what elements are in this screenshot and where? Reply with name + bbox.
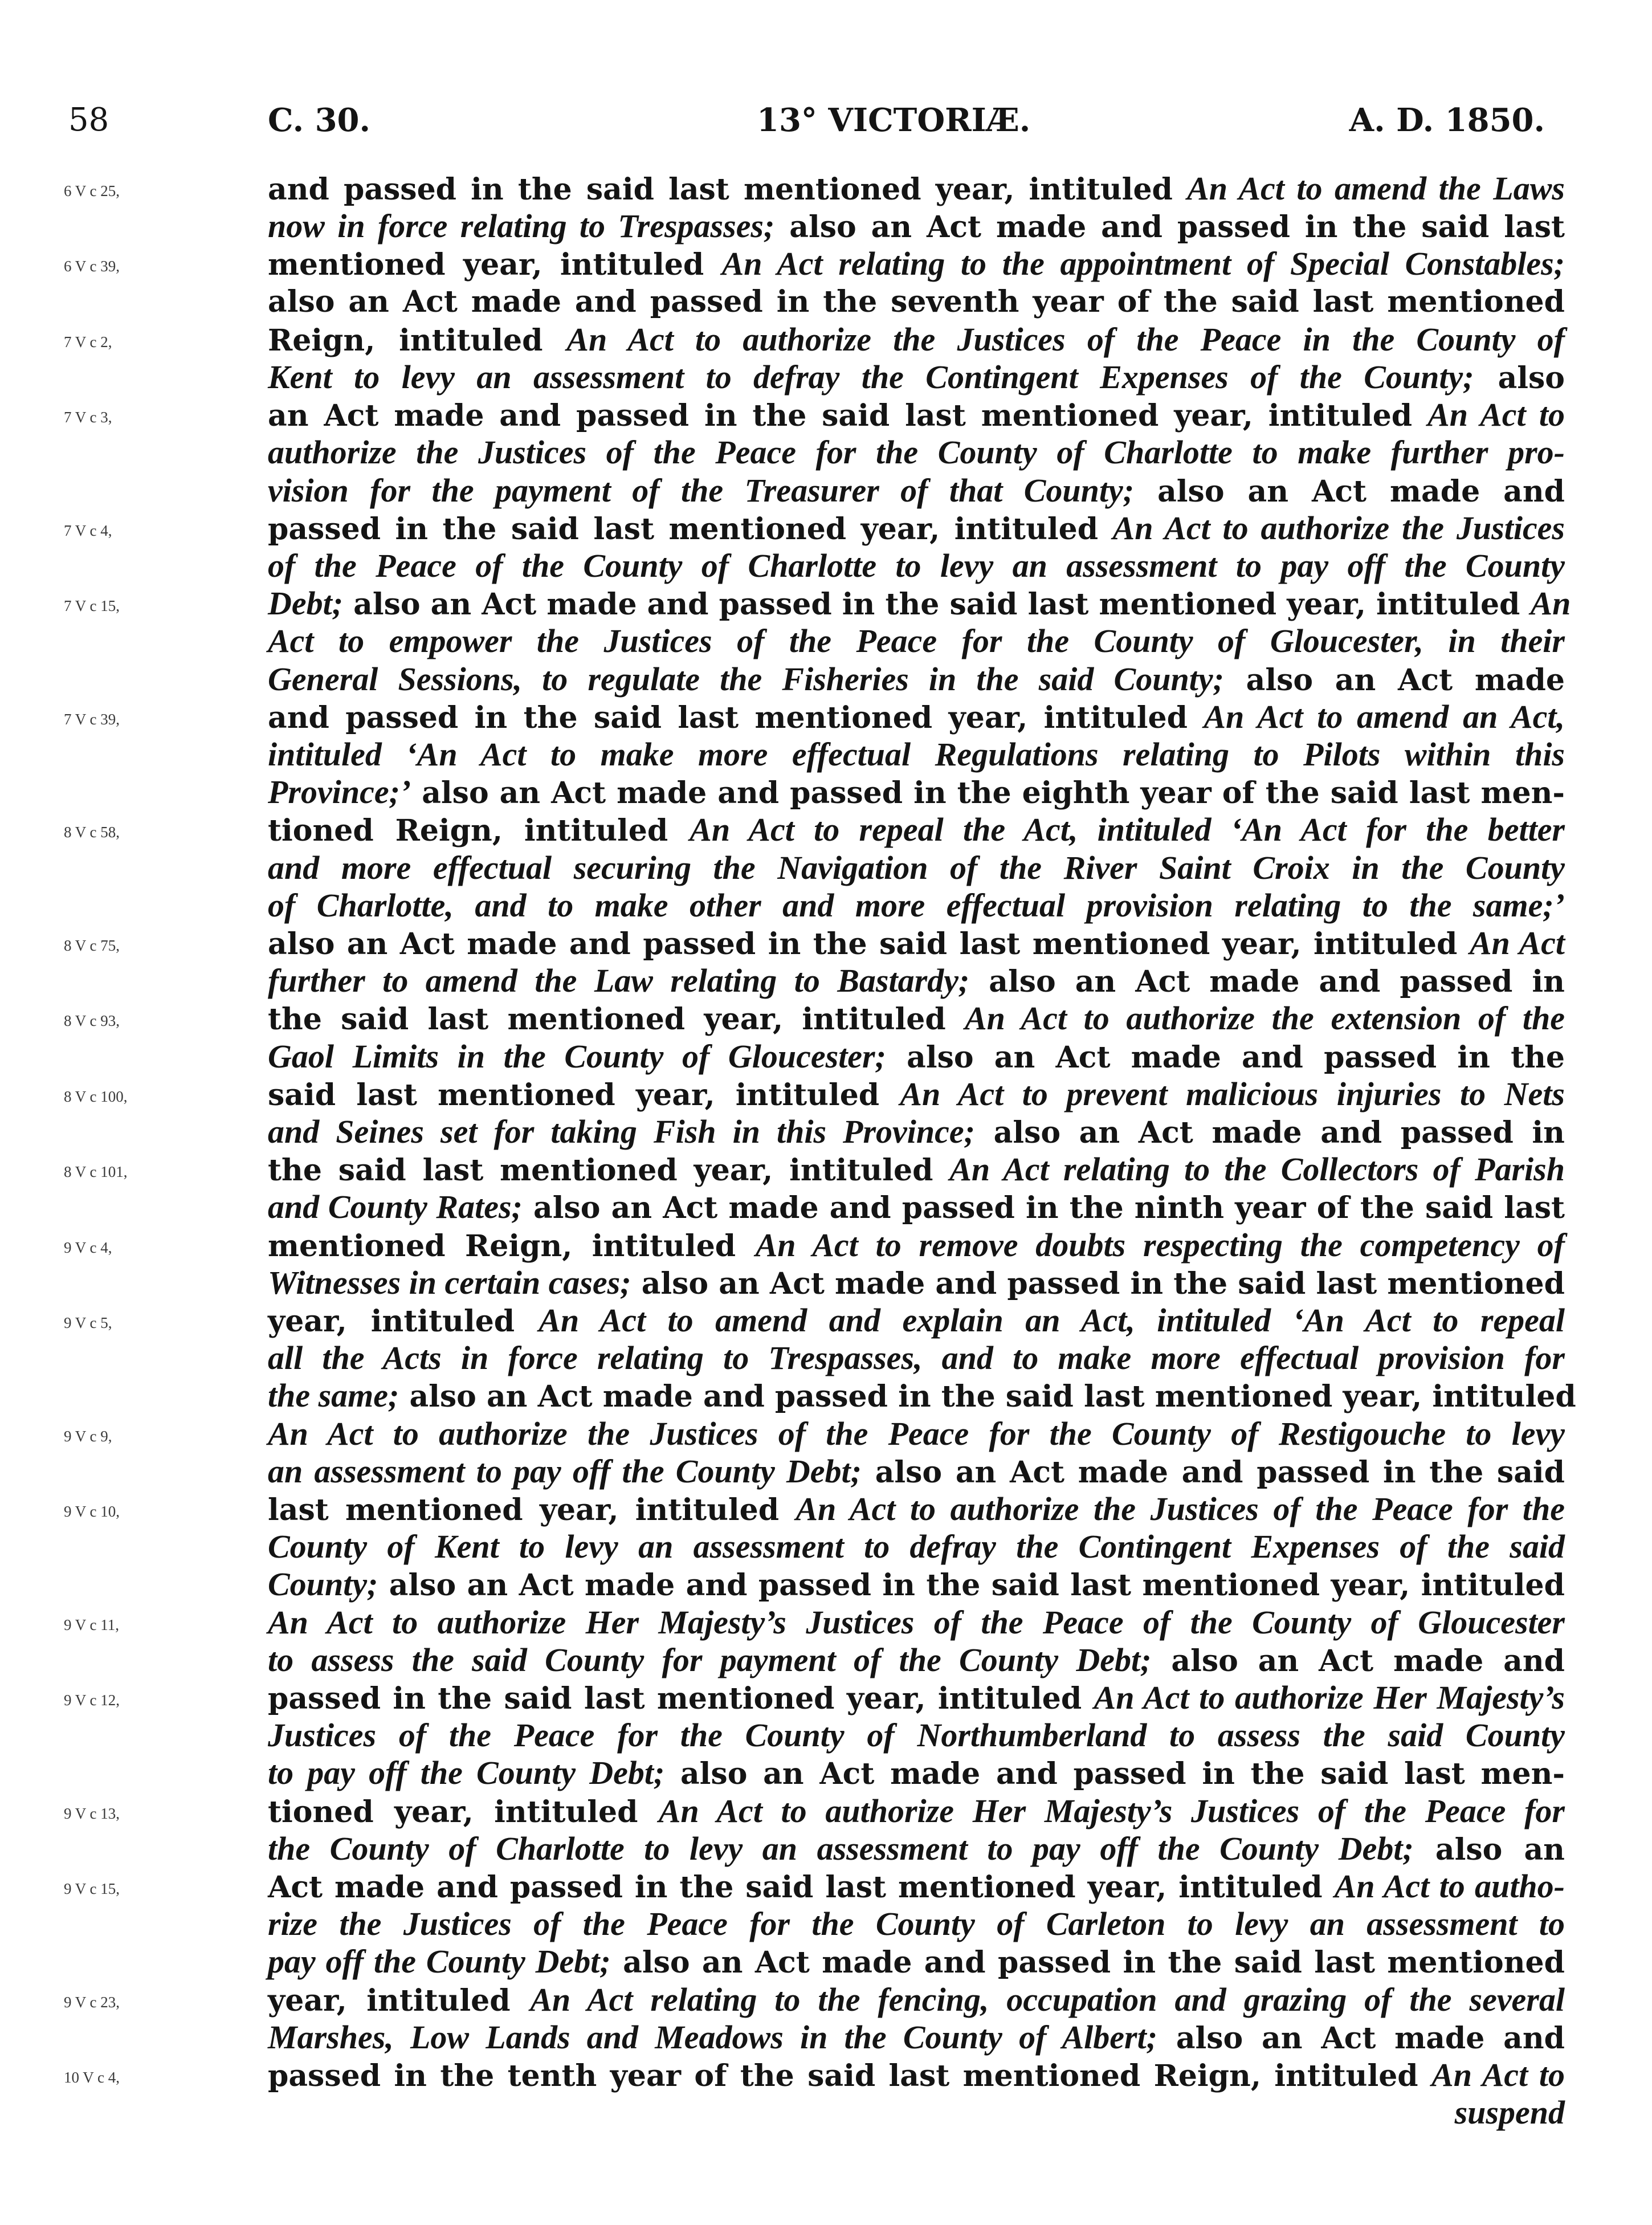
text-row — [0, 1490, 1652, 1528]
text-row — [0, 396, 1652, 434]
text-row — [0, 1604, 1652, 1641]
text-row — [0, 1528, 1652, 1566]
text-line — [268, 1981, 1565, 2020]
act-title-text: An Act to amend the Laws — [1187, 170, 1565, 207]
text-row — [0, 1226, 1652, 1264]
text-line — [268, 698, 1565, 737]
body-text: and passed in the said last mentioned year, intituled — [268, 700, 1204, 735]
act-title-text: An Act to remove doubts respecting the competency of — [755, 1226, 1565, 1264]
marginal-citation: 7 V c 3, — [64, 409, 112, 426]
text-line — [268, 396, 1565, 435]
text-row — [0, 1717, 1652, 1754]
act-title-text: County of Kent to levy an assessment to defray the Contingent Expenses of the said — [268, 1528, 1565, 1566]
act-title-text: pay off the County Debt; — [268, 1943, 611, 1981]
text-row — [0, 1000, 1652, 1037]
text-line — [268, 1679, 1565, 1718]
body-text: the said last mentioned year, intituled — [268, 1002, 965, 1037]
text-row — [0, 1339, 1652, 1377]
text-line — [268, 1641, 1565, 1680]
act-title-text: An Act to authorize the Justices of the Peace in the County of — [566, 320, 1565, 358]
text-row — [0, 736, 1652, 773]
text-line — [268, 924, 1565, 963]
marginal-citation: 9 V c 10, — [64, 1503, 120, 1520]
marginal-citation: 7 V c 39, — [64, 710, 120, 728]
text-row — [0, 585, 1652, 622]
text-line — [268, 1377, 1576, 1416]
marginal-citation: 9 V c 13, — [64, 1804, 120, 1822]
act-title-text: County; — [268, 1566, 378, 1603]
text-line — [268, 773, 1565, 812]
act-title-text: An Act to — [1431, 2056, 1565, 2093]
body-text: also an Act made and passed in — [969, 964, 1565, 1000]
text-line — [268, 811, 1565, 850]
act-title-text: An — [1530, 585, 1571, 622]
act-title-text: and County Rates; — [268, 1188, 523, 1226]
marginal-citation: 9 V c 9, — [64, 1427, 112, 1445]
text-line — [268, 547, 1565, 586]
body-text: also an Act made and — [1157, 2020, 1565, 2056]
marginal-citation: 7 V c 4, — [64, 521, 112, 539]
text-line — [268, 1528, 1565, 1567]
body-text: also — [1474, 361, 1565, 396]
marginal-citation: 8 V c 93, — [64, 1012, 120, 1030]
text-line — [268, 622, 1565, 661]
text-line — [268, 170, 1565, 209]
body-text: also an Act made and passed in the ninth year of the said last — [522, 1191, 1565, 1226]
text-row — [0, 1075, 1652, 1113]
text-row — [0, 1113, 1652, 1151]
act-title-text: intituled ‘An Act to make more effectual Regulations relating to Pilots within this — [268, 736, 1565, 773]
act-title-text: An Act to authorize Her Majesty’s — [1094, 1679, 1565, 1716]
act-title-text: to assess the said County for payment of the County Debt; — [268, 1641, 1152, 1678]
text-line — [268, 283, 1565, 321]
act-title-text: the same; — [268, 1377, 399, 1415]
text-row — [0, 245, 1652, 283]
marginal-citation: 8 V c 100, — [64, 1087, 128, 1105]
act-title-text: An Act to authorize Her Majesty’s Justices of the Peace for — [658, 1792, 1565, 1829]
text-line — [268, 207, 1565, 246]
act-title-text: An Act to authorize the extension of the — [964, 1000, 1565, 1037]
text-line — [268, 585, 1571, 624]
text-line — [268, 1415, 1565, 1454]
text-row — [0, 887, 1652, 924]
text-line — [268, 1905, 1565, 1944]
marginal-citation: 9 V c 23, — [64, 1993, 120, 2011]
act-title-text: of the Peace of the County of Charlotte to levy an assessment to pay off the County — [268, 547, 1565, 584]
marginal-citation: 6 V c 25, — [64, 182, 120, 199]
act-title-text: and Seines set for taking Fish in this Province; — [268, 1113, 975, 1150]
year-heading: A. D. 1850. — [1349, 101, 1545, 139]
body-text: year, intituled — [268, 1983, 531, 2018]
body-text: an Act made and passed in the said last mentioned year, intituled — [268, 398, 1428, 434]
text-line — [268, 2094, 1565, 2133]
text-row — [0, 170, 1652, 207]
body-text: also an Act made and passed in — [974, 1115, 1565, 1150]
text-line — [268, 1339, 1565, 1378]
text-line — [268, 1453, 1565, 1492]
act-title-text: rize the Justices of the Peace for the County of Carleton to levy an assessment to — [268, 1905, 1565, 1943]
act-title-text: An Act to prevent malicious injuries to Nets — [900, 1075, 1565, 1112]
act-title-text: Witnesses in certain cases; — [268, 1264, 631, 1301]
act-title-text: Kent to levy an assessment to defray the Contingent Expenses of the County; — [268, 358, 1474, 396]
text-row — [0, 1792, 1652, 1830]
act-title-text: suspend — [1454, 2094, 1565, 2132]
act-title-text: Gaol Limits in the County of Gloucester; — [268, 1037, 886, 1075]
text-line — [268, 1000, 1565, 1038]
act-title-text: An Act — [1469, 924, 1565, 961]
text-line — [268, 2056, 1565, 2095]
act-title-text: an assessment to pay off the County Debt; — [268, 1452, 862, 1490]
text-line — [268, 1604, 1565, 1643]
text-row — [0, 622, 1652, 660]
running-head — [0, 101, 1652, 147]
text-row — [0, 1302, 1652, 1339]
text-line — [268, 358, 1565, 397]
act-title-text: General Sessions, to regulate the Fisheries in the said County; — [268, 660, 1224, 698]
marginal-citation: 9 V c 5, — [64, 1314, 112, 1331]
text-row — [0, 321, 1652, 358]
body-text: and passed in the said last mentioned year, intituled — [268, 172, 1188, 207]
body-text: also an Act made and passed in the said last mentioned year, intituled — [378, 1568, 1565, 1603]
text-row — [0, 1905, 1652, 1943]
text-line — [268, 321, 1565, 360]
body-text: mentioned year, intituled — [268, 247, 722, 283]
marginal-citation: 7 V c 15, — [64, 597, 120, 615]
text-row — [0, 2094, 1652, 2132]
text-line — [268, 1038, 1565, 1077]
text-row — [0, 1377, 1652, 1415]
body-text: year, intituled — [268, 1304, 539, 1339]
act-title-text: Marshes, Low Lands and Meadows in the County of Albert; — [268, 2018, 1158, 2056]
text-row — [0, 773, 1652, 811]
body-text: also an Act made and passed in the eighth year of the said last men- — [411, 776, 1565, 811]
text-line — [268, 472, 1565, 511]
text-row — [0, 1151, 1652, 1188]
text-row — [0, 1754, 1652, 1792]
body-text: tioned Reign, intituled — [268, 813, 690, 849]
text-row — [0, 661, 1652, 698]
text-row — [0, 510, 1652, 547]
act-title-text: Act to empower the Justices of the Peace for the County of Gloucester, in their — [268, 622, 1565, 660]
body-text: passed in the said last mentioned year, intituled — [268, 1681, 1094, 1716]
body-text: also an Act made and — [1134, 474, 1565, 509]
text-line — [268, 736, 1565, 775]
text-line — [268, 1302, 1565, 1340]
body-text: said last mentioned year, intituled — [268, 1077, 900, 1112]
body-text: the said last mentioned year, intituled — [268, 1153, 950, 1188]
body-text: also an Act made and passed in the said last men- — [664, 1757, 1565, 1792]
act-title-text: Province;’ — [268, 773, 411, 811]
text-row — [0, 1188, 1652, 1226]
act-title-text: An Act to authorize the Justices of the Peace for the County of Restigouche to levy — [268, 1415, 1565, 1452]
marginal-citation: 7 V c 2, — [64, 333, 112, 351]
text-row — [0, 207, 1652, 245]
marginal-citation: 8 V c 75, — [64, 937, 120, 954]
act-title-text: the County of Charlotte to levy an assessment to pay off the County Debt; — [268, 1829, 1414, 1867]
text-line — [268, 1264, 1565, 1303]
act-title-text: to pay off the County Debt; — [268, 1754, 665, 1792]
text-line — [268, 1868, 1565, 1906]
text-line — [268, 1151, 1565, 1189]
body-text: also an Act made and passed in the said last mentioned — [610, 1945, 1565, 1981]
body-text: also an Act made and passed in the said last — [774, 210, 1565, 245]
text-row — [0, 472, 1652, 510]
text-row — [0, 1981, 1652, 2019]
body-text: Act made and passed in the said last mentioned year, intituled — [268, 1870, 1335, 1905]
act-title-text: and more effectual securing the Navigation of the River Saint Croix in the County — [268, 849, 1565, 886]
text-line — [268, 1188, 1565, 1227]
text-row — [0, 1264, 1652, 1302]
act-title-text: Debt; — [268, 585, 344, 622]
marginal-citation: 9 V c 11, — [64, 1616, 120, 1633]
regnal-title: 13° VICTORIÆ. — [757, 101, 1031, 139]
act-title-text: An Act to authorize the Justices of the Peace for the — [796, 1490, 1565, 1527]
body-text: passed in the said last mentioned year, intituled — [268, 511, 1113, 547]
act-title-text: An Act to — [1427, 396, 1565, 434]
text-line — [268, 1566, 1565, 1604]
act-title-text: An Act to amend and explain an Act, intituled ‘An Act to repeal — [539, 1302, 1565, 1339]
text-line — [268, 1830, 1565, 1869]
body-text: also an Act made and passed in the said last mentioned — [631, 1266, 1565, 1301]
chapter-number: C. 30. — [268, 101, 371, 139]
body-text: also an Act made and passed in the said — [861, 1454, 1565, 1490]
act-title-text: An Act to amend an Act, — [1204, 698, 1565, 735]
act-title-text: all the Acts in force relating to Trespasses, and to make more effectual provision for — [268, 1339, 1565, 1377]
text-row — [0, 2056, 1652, 2094]
page-number: 58 — [68, 101, 109, 138]
act-title-text: An Act relating to the appointment of Special Constables; — [721, 245, 1565, 283]
body-text: passed in the tenth year of the said last mentioned Reign, intituled — [268, 2059, 1432, 2093]
text-line — [268, 1490, 1565, 1529]
act-title-text: vision for the payment of the Treasurer of that County; — [268, 471, 1135, 509]
text-line — [268, 1075, 1565, 1114]
marginal-citation: 8 V c 58, — [64, 824, 120, 841]
body-text: also an Act made and passed in the — [886, 1040, 1565, 1075]
text-row — [0, 962, 1652, 1000]
text-line — [268, 1226, 1565, 1265]
act-title-text: authorize the Justices of the Peace for the County of Charlotte to make further pro- — [268, 434, 1565, 471]
text-row — [0, 434, 1652, 471]
text-row — [0, 1641, 1652, 1679]
text-line — [268, 962, 1565, 1001]
act-title-text: An Act to authorize the Justices — [1112, 509, 1565, 547]
body-text: tioned year, intituled — [268, 1794, 659, 1829]
text-row — [0, 1566, 1652, 1603]
body-text: also an Act made and passed in the seventh year of the said last mentioned — [268, 284, 1565, 319]
act-title-text: An Act to repeal the Act, intituled ‘An Act for the better — [690, 811, 1565, 849]
text-row — [0, 1943, 1652, 1981]
act-title-text: further to amend the Law relating to Bastardy; — [268, 962, 970, 1000]
act-title-text: An Act to autho- — [1334, 1868, 1565, 1905]
text-row — [0, 1830, 1652, 1868]
body-text: Reign, intituled — [268, 323, 567, 358]
text-row — [0, 358, 1652, 396]
text-line — [268, 2019, 1565, 2057]
marginal-citation: 9 V c 15, — [64, 1880, 120, 1897]
text-line — [268, 887, 1565, 926]
text-line — [268, 1943, 1565, 1982]
text-line — [268, 661, 1565, 699]
text-row — [0, 1453, 1652, 1490]
text-line — [268, 434, 1565, 472]
marginal-citation: 9 V c 12, — [64, 1692, 120, 1709]
text-row — [0, 849, 1652, 887]
body-text: also an Act made and passed in the said last mentioned year, intituled — [343, 587, 1531, 622]
text-row — [0, 2019, 1652, 2056]
text-line — [268, 1717, 1565, 1755]
marginal-citation: 8 V c 101, — [64, 1163, 128, 1181]
text-row — [0, 283, 1652, 321]
text-row — [0, 811, 1652, 849]
text-row — [0, 698, 1652, 736]
body-text: also an — [1413, 1832, 1565, 1867]
body-text: also an Act made — [1223, 662, 1565, 698]
act-title-text: now in force relating to Trespasses; — [268, 207, 775, 245]
act-title-text: Justices of the Peace for the County of Northumberland to assess the said County — [268, 1717, 1565, 1754]
text-line — [268, 510, 1565, 548]
body-text: mentioned Reign, intituled — [268, 1228, 756, 1264]
text-row — [0, 1038, 1652, 1075]
text-row — [0, 924, 1652, 962]
body-text: also an Act made and — [1151, 1643, 1565, 1678]
act-title-text: An Act relating to the fencing, occupation and grazing of the several — [530, 1981, 1565, 2018]
text-row — [0, 1679, 1652, 1717]
marginal-citation: 10 V c 4, — [64, 2069, 120, 2086]
marginal-citation: 6 V c 39, — [64, 258, 120, 275]
act-title-text: of Charlotte, and to make other and more effectual provision relating to the same;’ — [268, 886, 1565, 924]
text-row — [0, 1868, 1652, 1905]
text-line — [268, 849, 1565, 888]
text-line — [268, 1754, 1565, 1793]
body-text: also an Act made and passed in the said last mentioned year, intituled — [268, 927, 1470, 961]
body-text: last mentioned year, intituled — [268, 1493, 796, 1527]
act-title-text: An Act relating to the Collectors of Parish — [949, 1151, 1565, 1188]
marginal-citation: 9 V c 4, — [64, 1238, 112, 1256]
text-row — [0, 1415, 1652, 1453]
text-line — [268, 1792, 1565, 1831]
act-title-text: An Act to authorize Her Majesty’s Justices of the Peace of the County of Gloucester — [268, 1603, 1565, 1641]
body-text: also an Act made and passed in the said last mentioned year, intituled — [399, 1379, 1576, 1415]
text-line — [268, 245, 1565, 284]
text-line — [268, 1113, 1565, 1152]
text-row — [0, 547, 1652, 585]
